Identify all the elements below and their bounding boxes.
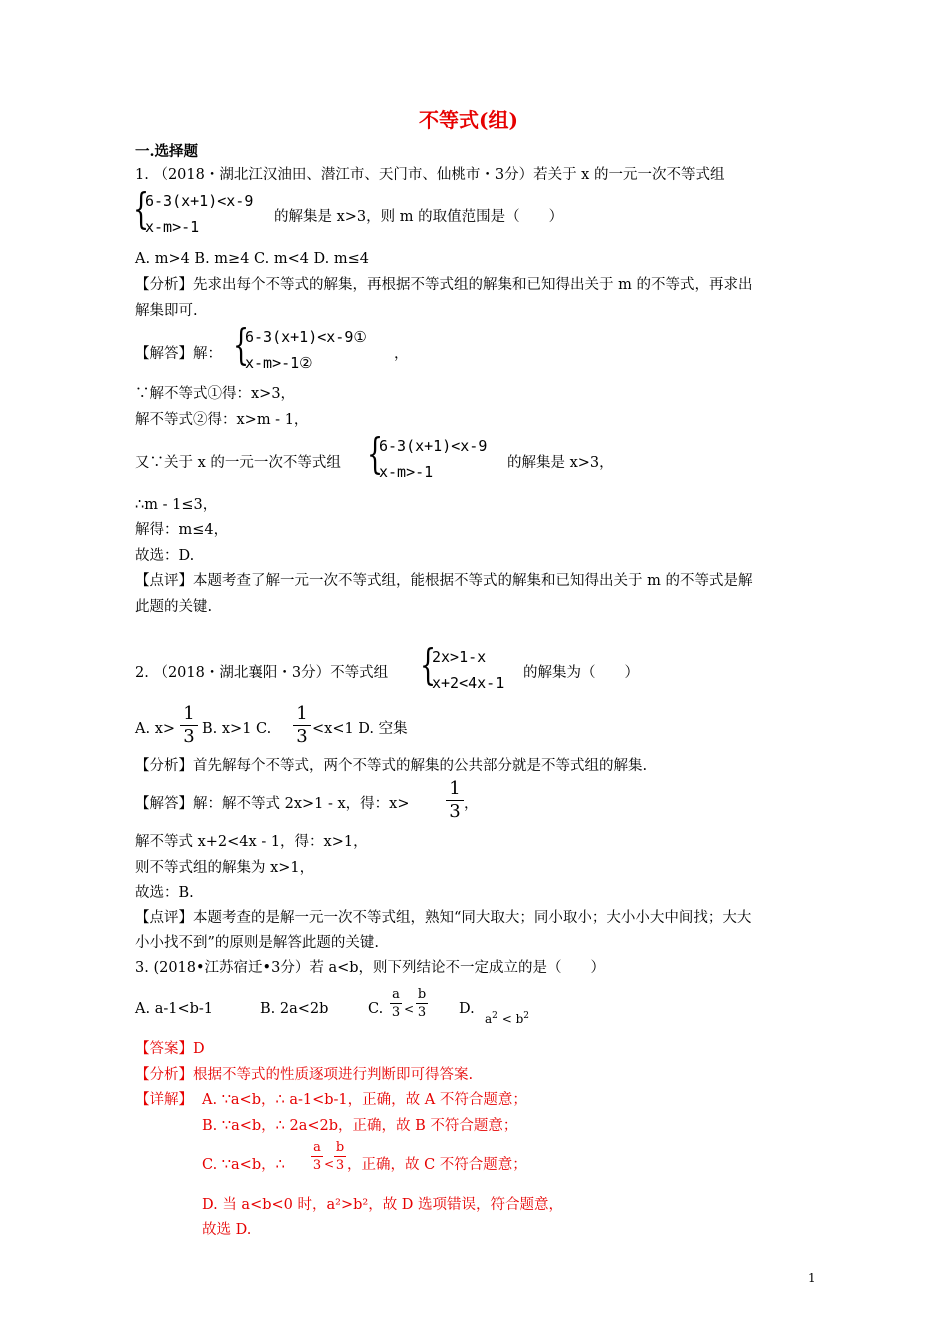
q1-step-5: 解得：m≤4，	[135, 522, 229, 538]
q1-solution-comma: ，	[394, 346, 409, 362]
q1-step-4: ∴m - 1≤3，	[135, 497, 218, 513]
q1-system-line-2: x-m>-1	[145, 218, 200, 236]
q1-step-3-line-1: 6-3(x+1)<x-9	[379, 437, 488, 455]
q2-option-b: B. x>1 C.	[202, 721, 272, 737]
q3-stem: 3. (2018•江苏宿迁•3分）若 a<b，则下列结论不一定成立的是（ ）	[135, 960, 606, 976]
q2-system-line-1: 2x>1-x	[432, 648, 487, 666]
q2-option-c-fraction: 1 3	[293, 705, 311, 746]
q3-detail-c-lt: <	[324, 1157, 335, 1171]
q2-analysis: 【分析】首先解每个不等式，两个不等式的解集的公共部分就是不等式组的解集.	[135, 758, 648, 774]
q3-detail-lead: 【详解】	[135, 1092, 193, 1108]
page-title: 不等式(组)	[419, 108, 518, 132]
q2-solution-lead: 【解答】解：解不等式 2x>1 - x，得：x>	[135, 796, 410, 812]
q2-comment-line-2: 小小找不到”的原则是解答此题的关键.	[135, 935, 380, 951]
q1-stem: 1. （2018・湖北江汉油田、潜江市、天门市、仙桃市・3分）若关于 x 的一元一次不等式组	[135, 167, 725, 183]
q2-option-a-fraction: 1 3	[180, 705, 198, 746]
q2-solution-fraction: 1 3	[446, 780, 464, 821]
q1-analysis-line-1: 【分析】先求出每个不等式的解集，再根据不等式组的解集和已知得出关于 m 的不等式，再求出	[135, 277, 753, 293]
q1-solution-lead: 【解答】解：	[135, 346, 222, 362]
page-number: 1	[808, 1271, 816, 1285]
q2-solution-comma: ，	[464, 796, 479, 812]
q3-option-b: B. 2a<2b	[260, 1001, 329, 1017]
q1-step-3-lead: 又∵关于 x 的一元一次不等式组	[135, 455, 341, 471]
q3-detail-c-frac-a: a 3	[312, 1140, 322, 1173]
q3-detail-d: D. 当 a<b<0 时，a²>b²，故 D 选项错误，符合题意，	[202, 1197, 564, 1213]
q1-analysis-line-2: 解集即可.	[135, 303, 198, 319]
q3-option-c-label: C.	[368, 1001, 384, 1017]
q3-detail-b: B. ∵a<b，∴ 2a<2b，正确，故 B 不符合题意；	[202, 1118, 518, 1134]
q1-solution-line-2: x-m>-1②	[245, 354, 313, 372]
q2-option-a: A. x>	[135, 721, 176, 737]
q1-step-1: ∵解不等式①得：x>3，	[135, 386, 296, 402]
q1-solution-line-1: 6-3(x+1)<x-9①	[245, 328, 367, 346]
q1-comment-line-2: 此题的关键.	[135, 599, 213, 615]
q1-step-6: 故选：D.	[135, 548, 195, 564]
q3-option-d-label: D.	[459, 1001, 475, 1017]
q3-detail-c-tail: ，正确，故 C 不符合题意；	[347, 1157, 527, 1173]
q3-detail-conclusion: 故选 D.	[202, 1222, 252, 1238]
q1-comment-line-1: 【点评】本题考查了解一元一次不等式组，能根据不等式的解集和已知得出关于 m 的不等式是解	[135, 573, 753, 589]
q3-detail-a: A. ∵a<b，∴ a-1<b-1，正确，故 A 不符合题意；	[202, 1092, 527, 1108]
q3-detail-c-lead: C. ∵a<b，∴	[202, 1157, 285, 1173]
q1-system-line-1: 6-3(x+1)<x-9	[145, 192, 254, 210]
q2-step-2: 则不等式组的解集为 x>1，	[135, 860, 315, 876]
q3-analysis: 【分析】根据不等式的性质逐项进行判断即可得答案.	[135, 1067, 474, 1083]
q2-option-c-d: <x<1 D. 空集	[312, 721, 408, 737]
q1-step-3-tail: 的解集是 x>3，	[507, 455, 614, 471]
q2-stem-tail: 的解集为（ ）	[523, 665, 639, 681]
q2-comment-line-1: 【点评】本题考查的是解一元一次不等式组，熟知“同大取大；同小取小；大小小大中间找；大大	[135, 910, 752, 926]
q2-stem-lead: 2. （2018・湖北襄阳・3分）不等式组	[135, 665, 389, 681]
q1-stem-tail: 的解集是 x>3，则 m 的取值范围是（ ）	[274, 209, 564, 225]
q3-option-a: A. a-1<b-1	[135, 1001, 214, 1017]
q2-system-line-2: x+2<4x-1	[432, 674, 505, 692]
q3-option-d-expression: $a^2 < b^2$	[485, 1011, 530, 1026]
q3-detail-c-frac-b: b 3	[335, 1140, 345, 1173]
q1-step-3-line-2: x-m>-1	[379, 463, 434, 481]
q3-answer: 【答案】D	[135, 1041, 205, 1057]
q2-step-1: 解不等式 x+2<4x - 1，得：x>1，	[135, 834, 368, 850]
q3-option-c-frac-b: b 3	[417, 987, 427, 1020]
q1-step-2: 解不等式②得：x>m - 1，	[135, 412, 309, 428]
q3-option-c-lt: <	[404, 1002, 415, 1016]
q1-options: A. m>4 B. m≥4 C. m<4 D. m≤4	[135, 251, 370, 267]
section-heading: 一.选择题	[135, 143, 199, 160]
q3-option-c-frac-a: a 3	[391, 987, 401, 1020]
q2-step-3: 故选：B.	[135, 885, 194, 901]
